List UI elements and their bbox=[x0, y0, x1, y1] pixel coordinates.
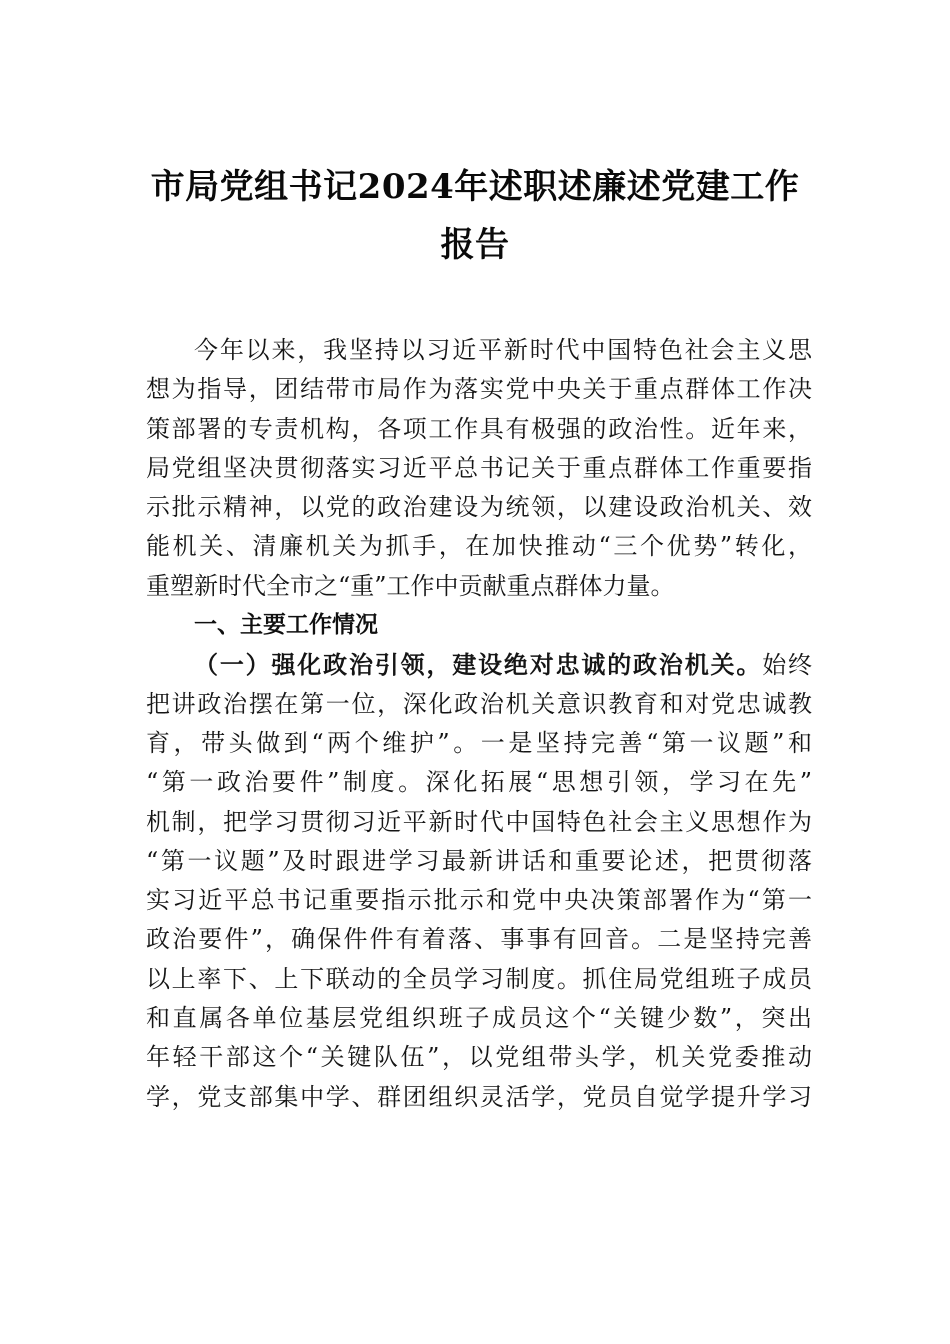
subsection-first-line-rest: 始终 bbox=[762, 651, 813, 680]
subsection-line: 和直属各单位基层党组织班子成员这个“关键少数”，突出 bbox=[146, 1004, 812, 1033]
document-title bbox=[130, 158, 820, 274]
subsection-first-line bbox=[146, 645, 812, 684]
subsection-title: （一）强化政治引领，建设绝对忠诚的政治机关。 bbox=[194, 650, 763, 680]
document-body bbox=[146, 331, 812, 1117]
intro-line: 想为指导，团结带市局作为落实党中央关于重点群体工作决 bbox=[146, 375, 812, 404]
subsection-line: “第一议题”及时跟进学习最新讲话和重要论述，把贯彻落 bbox=[146, 846, 812, 875]
subsection-line: 育，带头做到“两个维护”。一是坚持完善“第一议题”和 bbox=[146, 728, 812, 757]
intro-line: 今年以来，我坚持以习近平新时代中国特色社会主义思 bbox=[194, 336, 812, 364]
title-line-1: 市局党组书记2024年述职述廉述党建工作 bbox=[150, 167, 800, 207]
subsection-line: 学，党支部集中学、群团组织灵活学，党员自觉学提升学习 bbox=[146, 1082, 812, 1111]
subsection-line: 政治要件”，确保件件有着落、事事有回音。二是坚持完善 bbox=[146, 925, 812, 954]
subsection-line: 以上率下、上下联动的全员学习制度。抓住局党组班子成员 bbox=[146, 964, 812, 993]
intro-line: 能机关、清廉机关为抓手，在加快推动“三个优势”转化， bbox=[146, 532, 812, 561]
intro-line: 重塑新时代全市之“重”工作中贡献重点群体力量。 bbox=[146, 571, 675, 600]
subsection-line: “第一政治要件”制度。深化拓展“思想引领，学习在先” bbox=[146, 768, 812, 797]
subsection-line: 实习近平总书记重要指示批示和党中央决策部署作为“第一 bbox=[146, 886, 812, 915]
subsection-line: 把讲政治摆在第一位，深化政治机关意识教育和对党忠诚教 bbox=[146, 689, 812, 718]
intro-line: 局党组坚决贯彻落实习近平总书记关于重点群体工作重要指 bbox=[146, 453, 812, 482]
title-line-2: 报告 bbox=[440, 225, 510, 265]
subsection-line: 机制，把学习贯彻习近平新时代中国特色社会主义思想作为 bbox=[146, 807, 812, 836]
intro-line: 策部署的专责机构，各项工作具有极强的政治性。近年来， bbox=[146, 414, 812, 443]
subsection-line: 年轻干部这个“关键队伍”，以党组带头学，机关党委推动 bbox=[146, 1043, 812, 1072]
intro-line: 示批示精神，以党的政治建设为统领，以建设政治机关、效 bbox=[146, 493, 812, 522]
section-heading: 一、主要工作情况 bbox=[194, 612, 378, 639]
